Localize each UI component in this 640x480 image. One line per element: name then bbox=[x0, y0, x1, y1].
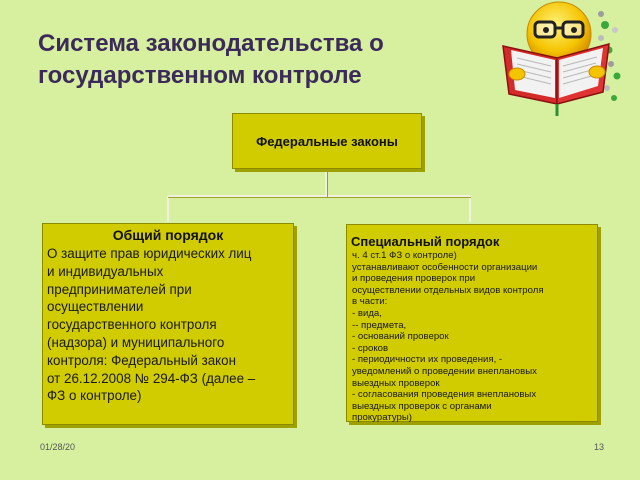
general-procedure-box bbox=[42, 223, 294, 425]
title-line-2: государственном контроле bbox=[38, 62, 362, 89]
footer-date: 01/28/20 bbox=[40, 442, 76, 452]
general-procedure-header: Общий порядок bbox=[112, 227, 224, 243]
page-number: 13 bbox=[594, 442, 605, 452]
special-procedure-header: Специальный порядок bbox=[351, 234, 500, 249]
title-line-1: Система законодательства о bbox=[38, 30, 384, 57]
general-procedure-text: О защите прав юридических лиц и индивидуальных предпринимателей при осуществлении государственного контроля (надзора) и муниципального контроля: Федеральный закон от 26.12.2008 № 294-ФЗ (далее – ФЗ о контроле) bbox=[47, 246, 256, 404]
federal-laws-label: Федеральные законы bbox=[256, 133, 398, 149]
special-procedure-text: ч. 4 ст.1 ФЗ о контроле) устанавливают особенности организации и проведения проверок при осуществлении отдельных видов контроля в части: - вида, -- предмета, - оснований проверок - сроков - периодичности их проведения, - уведомлений о проведении внеплановых выездных проверок - согласования проведения внеплановых выездных проверок с органами прокуратуры) bbox=[352, 250, 544, 424]
federal-laws-box bbox=[232, 113, 422, 169]
special-procedure-box bbox=[346, 224, 598, 422]
